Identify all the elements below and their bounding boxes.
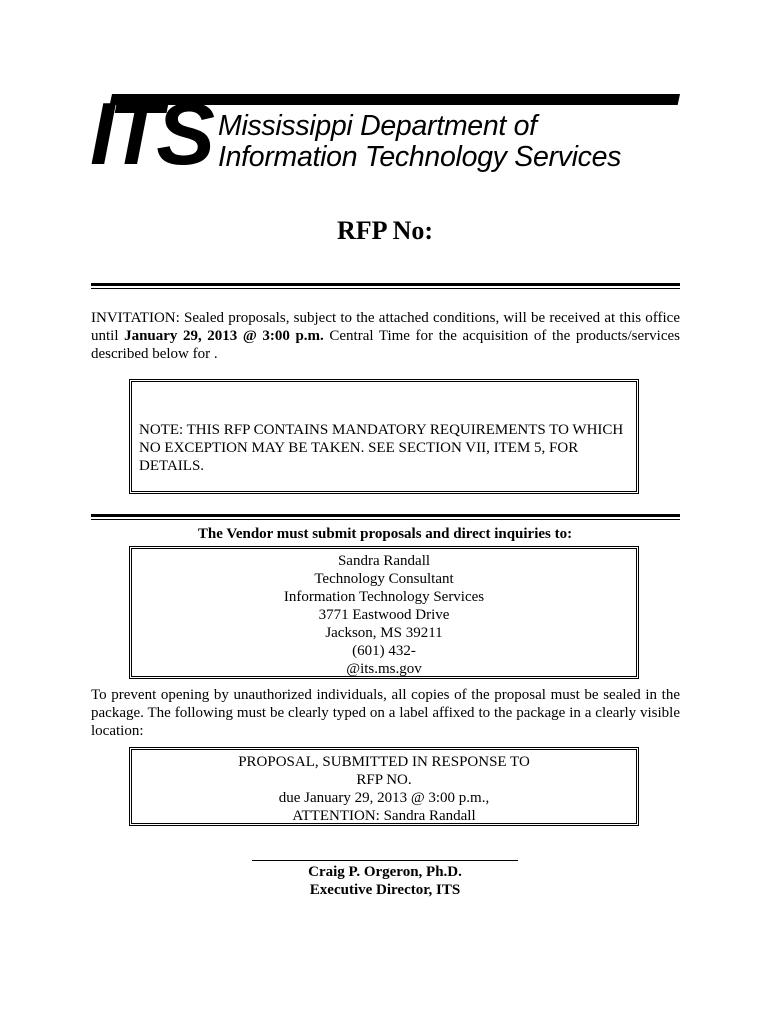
- contact-box: [129, 546, 639, 679]
- inquiries-heading: The Vendor must submit proposals and direct inquiries to:: [197, 526, 573, 542]
- page-title: RFP No:: [336, 216, 434, 245]
- logo-line-1: Mississippi Department of: [218, 110, 537, 142]
- logo-line-2: Information Technology Services: [218, 141, 622, 173]
- logo-mark: ITS: [90, 84, 209, 183]
- signatory-title: Executive Director, ITS: [309, 882, 461, 898]
- contact-line: (601) 432-: [352, 643, 416, 659]
- contact-line: Jackson, MS 39211: [325, 625, 443, 641]
- divider: [91, 283, 680, 289]
- label-line: PROPOSAL, SUBMITTED IN RESPONSE TO: [238, 754, 530, 770]
- invitation-paragraph: [91, 309, 680, 363]
- contact-line: Technology Consultant: [314, 571, 454, 587]
- invitation-lead: INVITATION: Sealed proposals, subject to the attached conditions, will be received at this office until: [91, 310, 680, 344]
- signature-line: [252, 860, 518, 861]
- mandatory-requirements-note: NOTE: THIS RFP CONTAINS MANDATORY REQUIREMENTS TO WHICH NO EXCEPTION MAY BE TAKEN. SEE SECTION VII, ITEM 5, FOR DETAILS.: [139, 422, 624, 474]
- signatory-name: Craig P. Orgeron, Ph.D.: [308, 864, 462, 880]
- contact-line: Sandra Randall: [337, 553, 431, 569]
- invitation-deadline: January 29, 2013 @ 3:00 p.m.: [124, 328, 324, 344]
- contact-line: Information Technology Services: [283, 589, 485, 605]
- mandatory-requirements-note-box: [129, 379, 639, 494]
- divider: [91, 514, 680, 520]
- invitation-tail: Central Time for the acquisition of the products/services described below for .: [91, 328, 680, 362]
- label-line: due January 29, 2013 @ 3:00 p.m.,: [278, 790, 490, 806]
- contact-line: 3771 Eastwood Drive: [318, 607, 450, 623]
- signature-block: [0, 863, 770, 899]
- sealing-instructions: To prevent opening by unauthorized individuals, all copies of the proposal must be sealed in the package. The following must be clearly typed on a label affixed to the package in a clearly visible location:: [91, 687, 680, 739]
- contact-line: @its.ms.gov: [346, 661, 422, 677]
- package-label-box: [129, 747, 639, 826]
- logo-agency-name: [218, 111, 621, 173]
- its-logo: [90, 84, 680, 183]
- label-line: ATTENTION: Sandra Randall: [292, 808, 476, 824]
- label-line: RFP NO.: [356, 772, 412, 788]
